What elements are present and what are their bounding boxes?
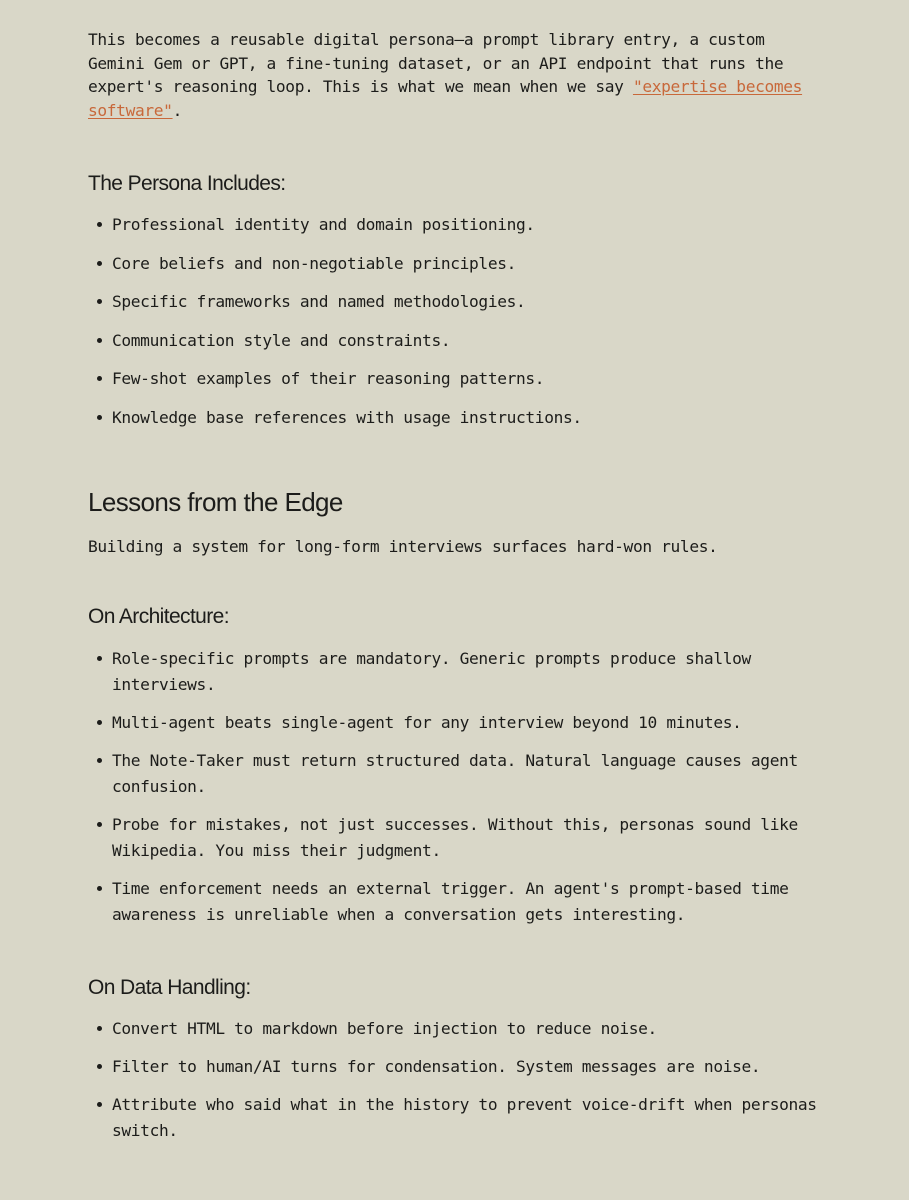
data-handling-list xyxy=(88,1016,828,1144)
intro-text-end: . xyxy=(172,100,182,120)
list-item: Professional identity and domain positioning. xyxy=(88,212,828,238)
list-item: Few-shot examples of their reasoning patterns. xyxy=(88,366,828,392)
persona-includes-heading: The Persona Includes: xyxy=(88,172,286,195)
lessons-from-the-edge-heading: Lessons from the Edge xyxy=(88,486,343,517)
article-body xyxy=(88,28,828,1144)
list-item: Communication style and constraints. xyxy=(88,328,828,354)
list-item: The Note-Taker must return structured data. Natural language causes agent confusion. xyxy=(88,748,828,800)
architecture-list xyxy=(88,646,828,928)
lessons-intro-paragraph: Building a system for long-form interviews surfaces hard-won rules. xyxy=(88,536,718,556)
intro-text: This becomes a reusable digital persona—a prompt library entry, a custom Gemini Gem or GPT, a fine-tuning dataset, or an API endpoint that runs the expert's reasoning loop. This is what we mean when we say xyxy=(88,30,784,96)
on-data-handling-heading: On Data Handling: xyxy=(88,976,251,999)
list-item: Core beliefs and non-negotiable principles. xyxy=(88,251,828,277)
on-architecture-heading: On Architecture: xyxy=(88,605,229,628)
expertise-becomes-software-link[interactable]: "expertise becomes software" xyxy=(88,77,803,120)
list-item: Convert HTML to markdown before injection to reduce noise. xyxy=(88,1016,828,1042)
list-item: Probe for mistakes, not just successes. Without this, personas sound like Wikipedia. You miss their judgment. xyxy=(88,812,828,864)
list-item: Knowledge base references with usage instructions. xyxy=(88,405,828,431)
list-item: Specific frameworks and named methodologies. xyxy=(88,289,828,315)
list-item: Multi-agent beats single-agent for any interview beyond 10 minutes. xyxy=(88,710,828,736)
list-item: Role-specific prompts are mandatory. Generic prompts produce shallow interviews. xyxy=(88,646,828,698)
persona-includes-list xyxy=(88,212,828,431)
list-item: Filter to human/AI turns for condensation. System messages are noise. xyxy=(88,1054,828,1080)
list-item: Attribute who said what in the history to prevent voice-drift when personas switch. xyxy=(88,1092,828,1144)
intro-paragraph xyxy=(88,28,828,122)
list-item: Time enforcement needs an external trigger. An agent's prompt-based time awareness is unreliable when a conversation gets interesting. xyxy=(88,876,828,928)
